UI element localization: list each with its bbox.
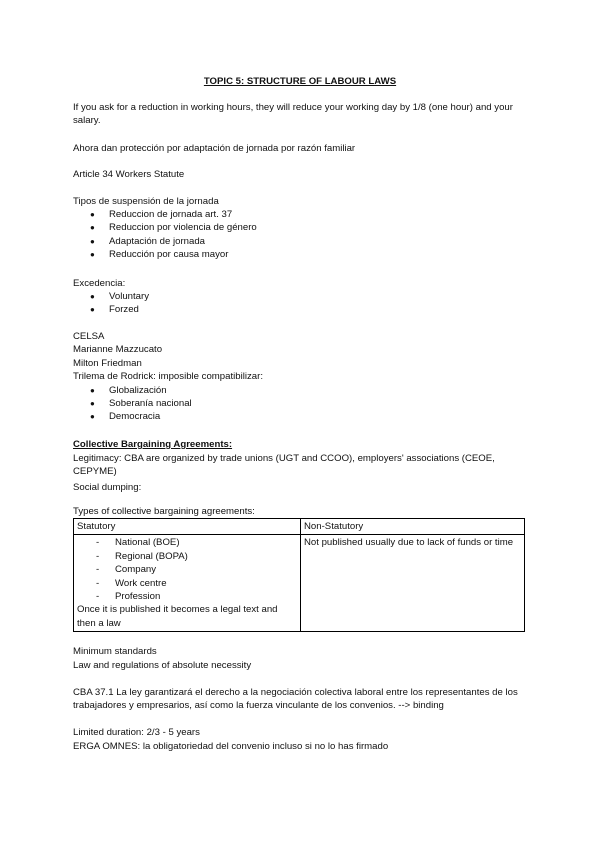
statutory-cell bbox=[74, 535, 301, 632]
list-item: ● Reducción por causa mayor bbox=[73, 248, 533, 261]
statutory-list bbox=[77, 536, 297, 603]
limited-duration-line: Limited duration: 2/3 - 5 years bbox=[73, 727, 200, 738]
excedencia-list bbox=[73, 290, 533, 317]
list-item: ● Adaptación de jornada bbox=[73, 235, 533, 248]
erga-omnes-line: ERGA OMNES: la obligatoriedad del convenio incluso si no lo has firmado bbox=[73, 741, 389, 752]
minimum-standards-line: Minimum standards bbox=[73, 646, 157, 657]
article-line: Article 34 Workers Statute bbox=[73, 169, 185, 180]
social-dumping-line: Social dumping: bbox=[73, 482, 142, 493]
suspension-label: Tipos de suspensión de la jornada bbox=[73, 196, 219, 207]
list-item: - Profession bbox=[77, 590, 297, 603]
list-item: ● Democracia bbox=[73, 410, 533, 423]
legitimacy-paragraph: Legitimacy: CBA are organized by trade unions (UGT and CCOO), employers' associations (CEOE, CEPYME) bbox=[73, 453, 495, 477]
list-item: ● Forzed bbox=[73, 303, 533, 316]
trilema-label: Trilema de Rodrick: imposible compatibilizar: bbox=[73, 371, 263, 383]
excedencia-label: Excedencia: bbox=[73, 278, 126, 289]
table-header-row bbox=[74, 519, 525, 535]
list-item: ● Soberanía nacional bbox=[73, 397, 533, 410]
name-line: Milton Friedman bbox=[73, 357, 142, 369]
law-regulations-line: Law and regulations of absolute necessity bbox=[73, 660, 252, 671]
cba-37-paragraph: CBA 37.1 La ley garantizará el derecho a la negociación colectiva laboral entre los representantes de los trabajadores y empresarios, así como la fuerza vinculante de los convenios. --> binding bbox=[73, 687, 518, 711]
cba-types-table bbox=[73, 518, 525, 632]
column-header-non-statutory: Non-Statutory bbox=[301, 519, 525, 535]
statutory-note: Once it is published it becomes a legal text and then a law bbox=[77, 604, 278, 629]
list-item: ● Reduccion de jornada art. 37 bbox=[73, 208, 533, 221]
excedencia-section bbox=[73, 277, 533, 317]
document-title: TOPIC 5: STRUCTURE OF LABOUR LAWS bbox=[203, 76, 397, 87]
list-item: ● Reduccion por violencia de género bbox=[73, 221, 533, 234]
types-label: Types of collective bargaining agreements: bbox=[73, 506, 255, 517]
list-item: ● Voluntary bbox=[73, 290, 533, 303]
list-item: - Regional (BOPA) bbox=[77, 550, 297, 563]
name-line: Marianne Mazzucato bbox=[73, 344, 163, 356]
intro-paragraph: If you ask for a reduction in working hours, they will reduce your working day by 1/8 (one hour) and your salary. bbox=[73, 102, 513, 126]
name-line: CELSA bbox=[73, 331, 105, 342]
list-item: - National (BOE) bbox=[77, 536, 297, 549]
suspension-list bbox=[73, 208, 533, 262]
column-header-statutory: Statutory bbox=[74, 519, 301, 535]
list-item: ● Globalización bbox=[73, 384, 533, 397]
table-row bbox=[74, 535, 525, 632]
ahora-paragraph: Ahora dan protección por adaptación de jornada por razón familiar bbox=[73, 143, 356, 154]
names-section bbox=[73, 330, 533, 424]
cba-heading: Collective Bargaining Agreements: bbox=[73, 439, 233, 450]
list-item: - Company bbox=[77, 563, 297, 576]
list-item: - Work centre bbox=[77, 577, 297, 590]
trilema-list bbox=[73, 384, 533, 424]
suspension-section bbox=[73, 195, 533, 262]
non-statutory-cell: Not published usually due to lack of funds or time bbox=[301, 535, 525, 632]
